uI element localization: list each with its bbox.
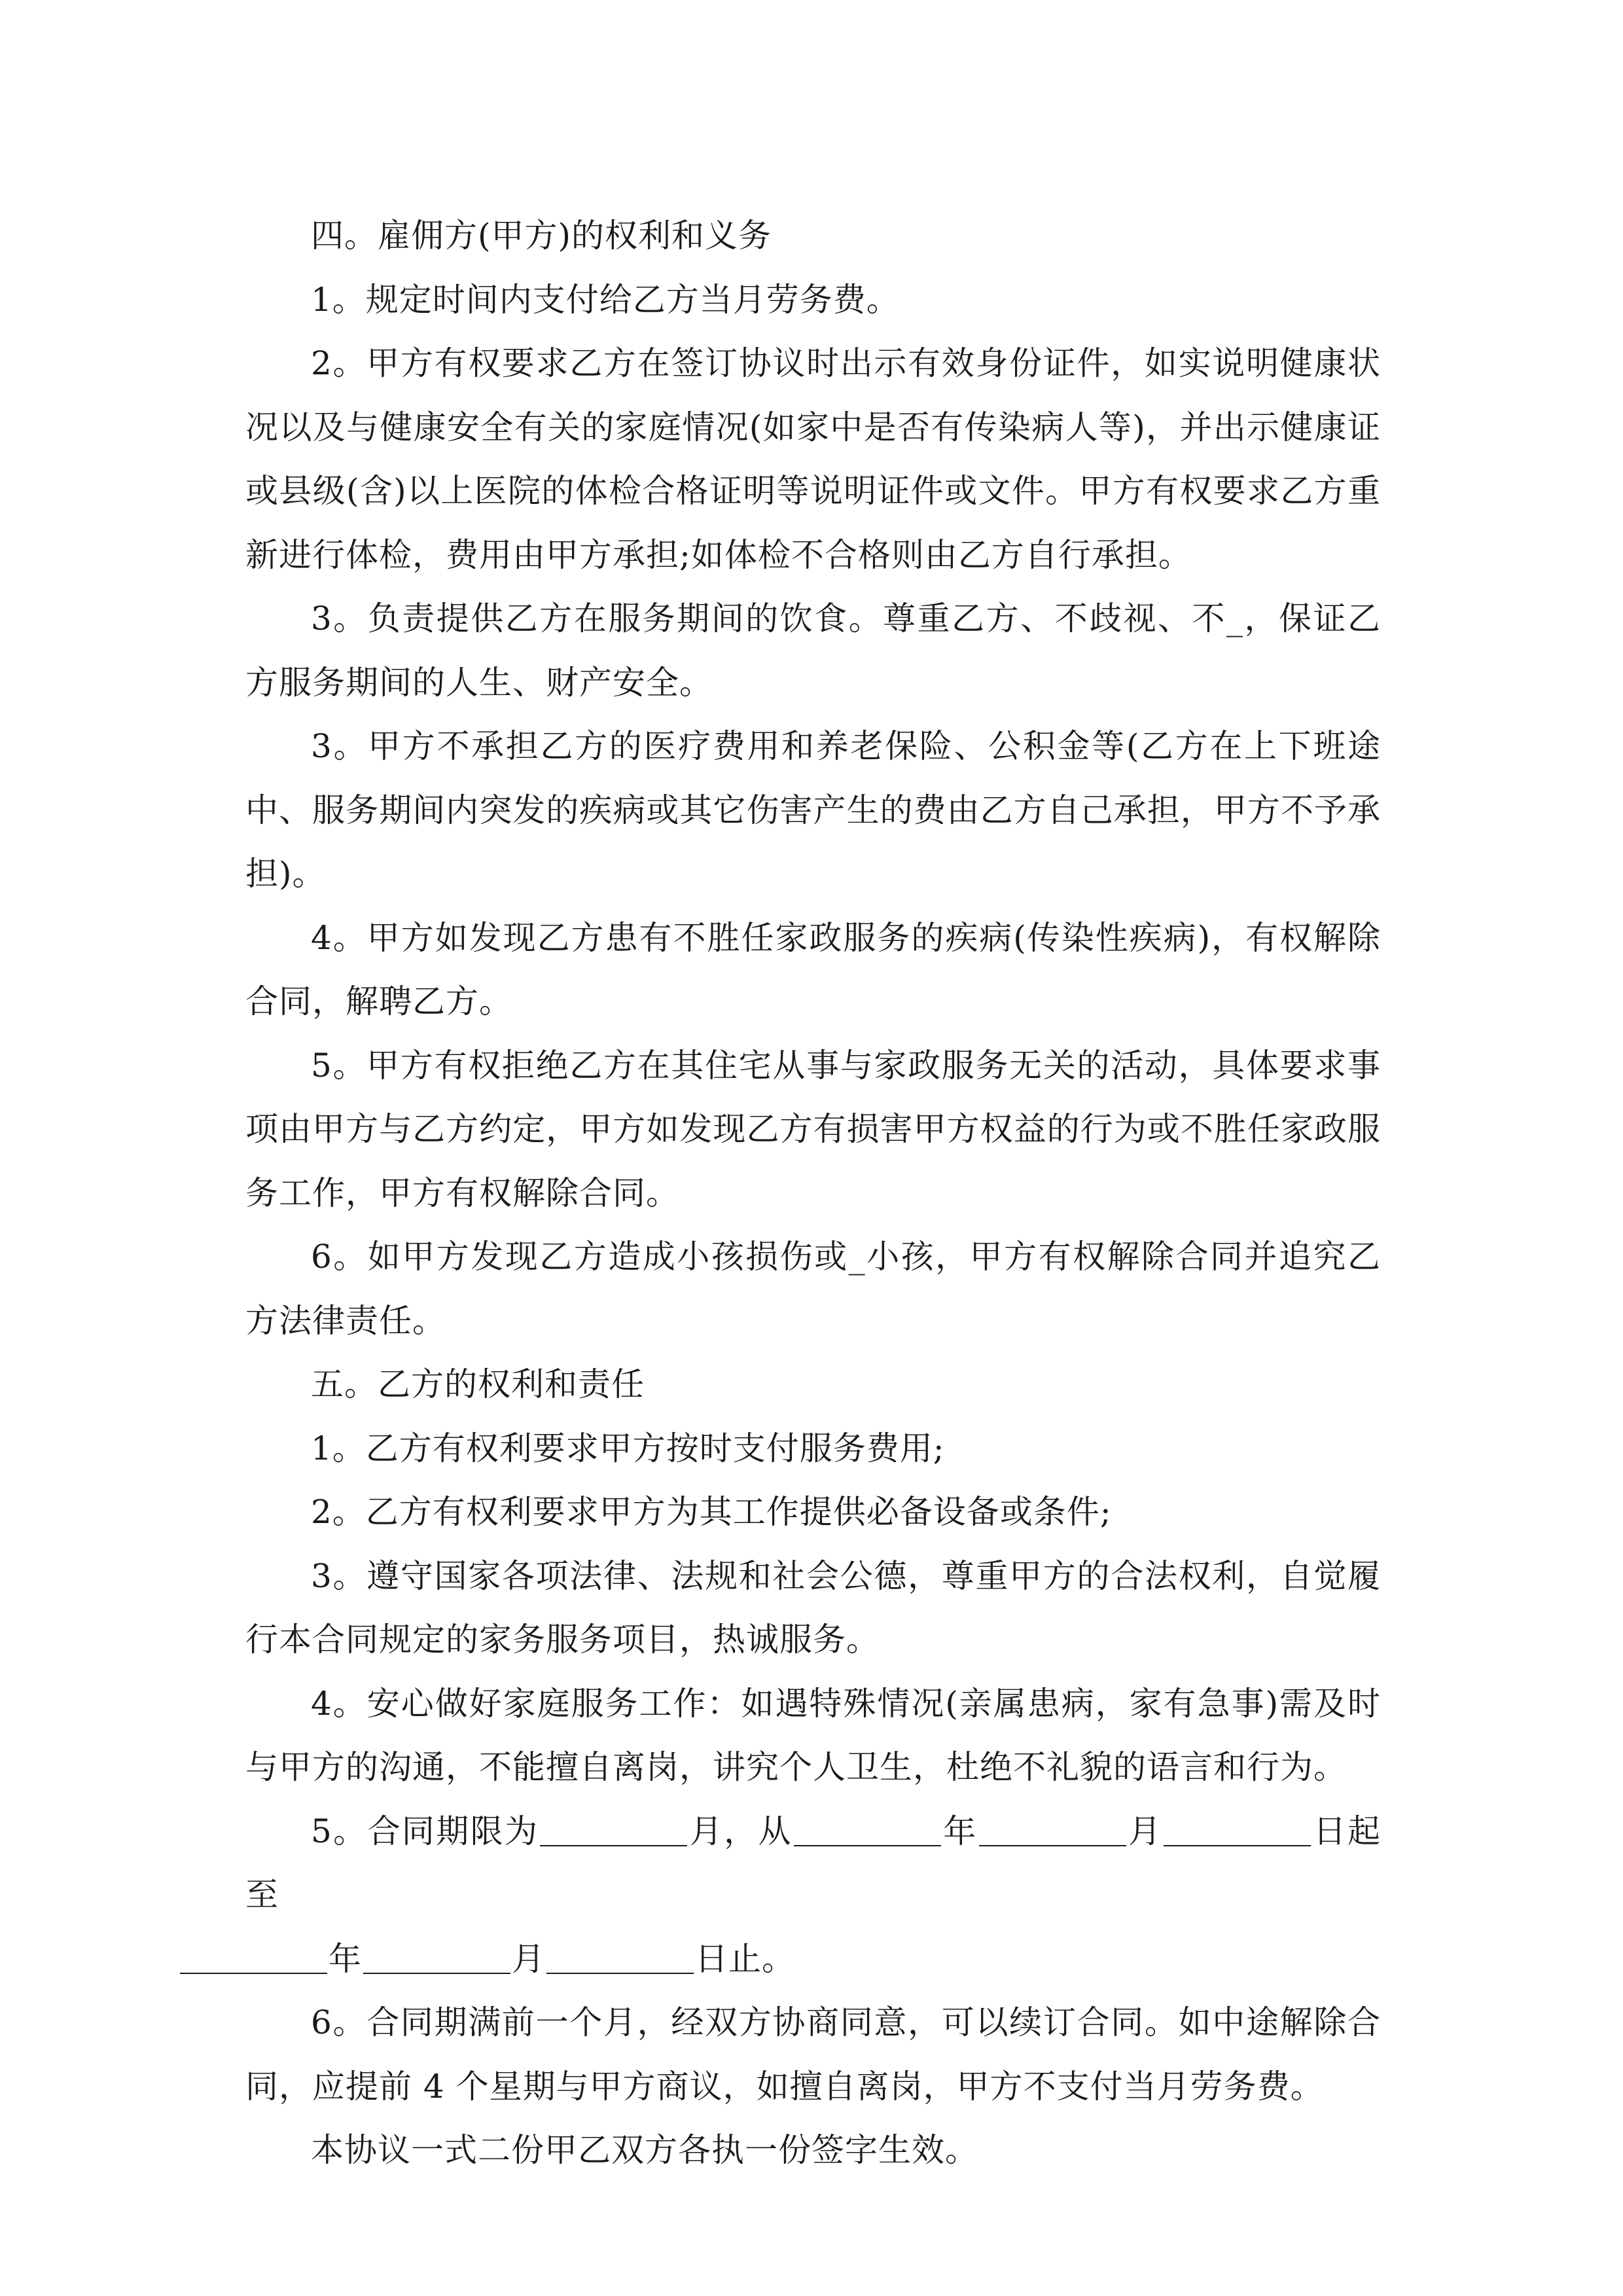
section-5-item-1: 1。乙方有权利要求甲方按时支付服务费用; — [311, 1429, 945, 1467]
start-day-label: 日起至 — [245, 1812, 1382, 1914]
start-year-label: 年 — [942, 1812, 978, 1850]
section-4-item-1: 1。规定时间内支付给乙方当月劳务费。 — [311, 280, 900, 319]
section-4-item-6: 6。如甲方发现乙方造成小孩损伤或_小孩，甲方有权解除合同并追究乙方法律责任。 — [245, 1238, 1381, 1340]
term-month-label: 月，从 — [688, 1812, 793, 1850]
end-day-label: 日止。 — [695, 1939, 795, 1978]
end-month-label: 月 — [512, 1939, 545, 1978]
section-4-item-5: 5。甲方有权拒绝乙方在其住宅从事与家政服务无关的活动，具体要求事项由甲方与乙方约定，甲方如发现乙方有损害甲方权益的行为或不胜任家政服务工作，甲方有权解除合同。 — [245, 1046, 1381, 1212]
section-5-heading: 五。乙方的权利和责任 — [311, 1365, 645, 1403]
section-4-heading: 四。雇佣方(甲方)的权利和义务 — [311, 217, 772, 255]
section-5-item-6: 6。合同期满前一个月，经双方协商同意，可以续订合同。如中途解除合同，应提前 4 个星期与甲方商议，如擅自离岗，甲方不支付当月劳务费。 — [245, 2003, 1381, 2106]
section-5-item-4: 4。安心做好家庭服务工作：如遇特殊情况(亲属患病，家有急事)需及时与甲方的沟通，不能擅自离岗，讲究个人卫生，杜绝不礼貌的语言和行为。 — [245, 1684, 1381, 1786]
start-year-blank[interactable] — [794, 1811, 941, 1846]
start-day-blank[interactable] — [1164, 1811, 1311, 1846]
section-5-item-5 — [245, 1800, 1381, 1992]
end-year-blank[interactable] — [180, 1939, 327, 1974]
section-4-item-2: 2。甲方有权要求乙方在签订协议时出示有效身份证件，如实说明健康状况以及与健康安全有关的家庭情况(如家中是否有传染病人等)，并出示健康证或县级(含)以上医院的体检合格证明等说明证件或文件。甲方有权要求乙方重新进行体检，费用由甲方承担;如体检不合格则由乙方自行承担。 — [245, 344, 1381, 574]
section-4-item-4: 4。甲方如发现乙方患有不胜任家政服务的疾病(传染性疾病)，有权解除合同，解聘乙方。 — [245, 918, 1381, 1020]
start-month-label: 月 — [1127, 1812, 1163, 1850]
end-month-blank[interactable] — [363, 1939, 510, 1974]
term-months-blank[interactable] — [540, 1811, 687, 1846]
start-month-blank[interactable] — [979, 1811, 1126, 1846]
section-4-item-3b: 3。甲方不承担乙方的医疗费用和养老保险、公积金等(乙方在上下班途中、服务期间内突发的疾病或其它伤害产生的费由乙方自己承担，甲方不予承担)。 — [245, 727, 1381, 893]
end-year-label: 年 — [329, 1939, 362, 1978]
section-4-item-3: 3。负责提供乙方在服务期间的饮食。尊重乙方、不歧视、不_，保证乙方服务期间的人生、财产安全。 — [245, 600, 1381, 702]
closing-statement: 本协议一式二份甲乙双方各执一份签字生效。 — [311, 2131, 978, 2169]
document-body — [245, 204, 1381, 2183]
term-prefix: 5。合同期限为 — [311, 1812, 539, 1850]
section-5-item-2: 2。乙方有权利要求甲方为其工作提供必备设备或条件; — [311, 1493, 1112, 1531]
end-day-blank[interactable] — [546, 1939, 694, 1974]
section-5-item-3: 3。遵守国家各项法律、法规和社会公德，尊重甲方的合法权利，自觉履行本合同规定的家务服务项目，热诚服务。 — [245, 1556, 1381, 1659]
